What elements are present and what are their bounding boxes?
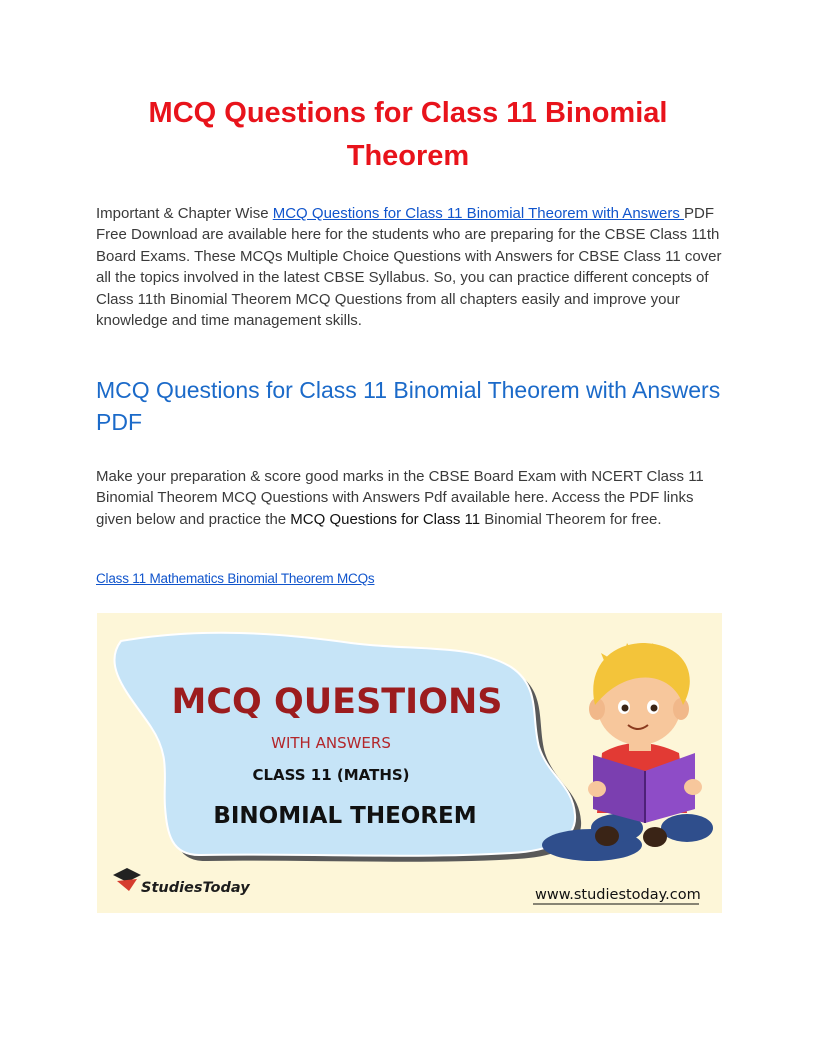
banner-image <box>97 613 722 913</box>
binomial-mcqs-link[interactable]: Class 11 Mathematics Binomial Theorem MCQs <box>96 571 375 586</box>
intro-paragraph <box>96 203 722 331</box>
banner-class-label: CLASS 11 (MATHS) <box>252 766 410 784</box>
banner-subheadline: WITH ANSWERS <box>271 734 391 752</box>
intro-text-rest: PDF Free Download are available here for the students who are preparing for the CBSE Class 11th Board Exams. These MCQs Multiple Choice Questions with Answers for CBSE Class 11 cover all the topics involved in the latest CBSE Syllabus. So, you can practice different concepts of Class 11th Binomial Theorem MCQ Questions from all chapters easily and improve your knowledge and time management skills. <box>96 205 722 330</box>
preparation-highlight: MCQ Questions for Class 11 <box>290 510 481 528</box>
preparation-text-end: Binomial Theorem for free. <box>480 510 662 528</box>
page-title: MCQ Questions for Class 11 Binomial Theorem <box>148 97 668 172</box>
banner-graphic <box>97 613 722 913</box>
intro-text-start: Important & Chapter Wise <box>96 205 273 222</box>
website-url: www.studiestoday.com <box>535 887 701 903</box>
mcq-answers-link[interactable]: MCQ Questions for Class 11 Binomial Theorem with Answers <box>272 205 684 222</box>
preparation-text-start: Make your preparation & score good marks in the CBSE Board Exam with NCERT Class 11 Binomial Theorem MCQ Questions with Answers Pdf available here. Access the PDF links given below and practice the <box>96 468 704 528</box>
banner-topic: BINOMIAL THEOREM <box>213 803 477 829</box>
preparation-paragraph <box>96 466 722 530</box>
banner-headline: MCQ QUESTIONS <box>171 682 503 722</box>
brand-name: StudiesToday <box>141 880 250 896</box>
section-heading: MCQ Questions for Class 11 Binomial Theorem with Answers PDF <box>96 377 721 435</box>
